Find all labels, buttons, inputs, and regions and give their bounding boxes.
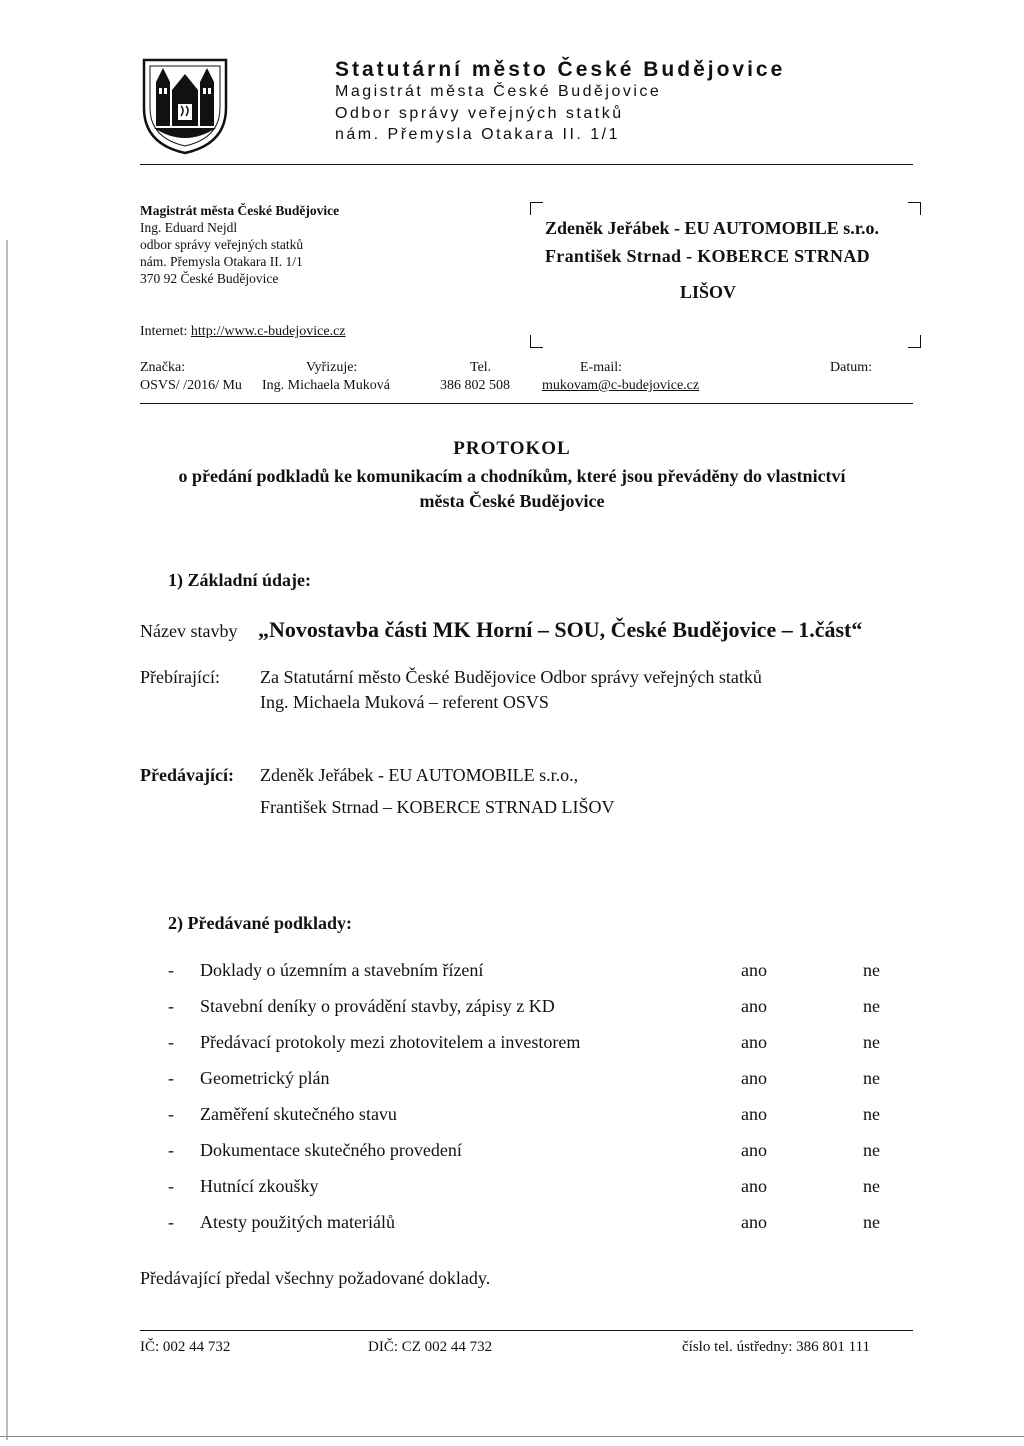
- item-label: Atesty použitých materiálů: [200, 1212, 395, 1232]
- email-label: E-mail:: [580, 360, 622, 375]
- city-crest-logo: [140, 56, 230, 156]
- list-item: [168, 1212, 888, 1236]
- address-corner-bl: [530, 335, 543, 348]
- item-dash: -: [168, 1212, 174, 1232]
- nazev-label: Název stavby: [140, 621, 238, 641]
- footer-phone: číslo tel. ústředny: 386 801 111: [682, 1339, 871, 1355]
- predavajici-label: Předávající:: [140, 765, 234, 785]
- department-name: Odbor správy veřejných statků: [335, 105, 624, 122]
- item-yes: ano: [741, 1140, 767, 1160]
- item-label: Doklady o územním a stavebním řízení: [200, 960, 484, 980]
- list-item: [168, 1068, 888, 1092]
- item-no: ne: [863, 960, 880, 980]
- email-link[interactable]: mukovam@c-budejovice.cz: [542, 378, 700, 393]
- item-no: ne: [863, 1032, 880, 1052]
- item-label: Předávací protokoly mezi zhotovitelem a investorem: [200, 1032, 581, 1052]
- list-item: [168, 996, 888, 1020]
- item-yes: ano: [741, 1176, 767, 1196]
- item-yes: ano: [741, 996, 767, 1016]
- sender-line-2: Ing. Eduard Nejdl: [140, 220, 238, 235]
- nazev-value: „Novostavba části MK Horní – SOU, České Budějovice – 1.část“: [258, 617, 863, 642]
- reference-divider: [140, 403, 913, 404]
- prebirajici-line-1: Za Statutární město České Budějovice Odbor správy veřejných statků: [260, 667, 762, 687]
- item-no: ne: [863, 1212, 880, 1232]
- item-no: ne: [863, 996, 880, 1016]
- protocol-subtitle-2: města České Budějovice: [419, 491, 605, 511]
- item-label: Hutnící zkoušky: [200, 1176, 319, 1196]
- item-yes: ano: [741, 1104, 767, 1124]
- sender-line-3: odbor správy veřejných statků: [140, 237, 304, 252]
- item-dash: -: [168, 1104, 174, 1124]
- protocol-title: PROTOKOL: [453, 438, 571, 459]
- scan-edge-line: [6, 240, 8, 1440]
- item-label: Zaměření skutečného stavu: [200, 1104, 397, 1124]
- item-yes: ano: [741, 1068, 767, 1088]
- vyrizuje-value: Ing. Michaela Muková: [262, 378, 390, 393]
- list-item: [168, 1104, 888, 1128]
- internet-label: Internet:: [140, 324, 188, 339]
- sender-line-4: nám. Přemysla Otakara II. 1/1: [140, 254, 303, 269]
- item-no: ne: [863, 1068, 880, 1088]
- list-item: [168, 960, 888, 984]
- item-dash: -: [168, 1068, 174, 1088]
- header-divider: [140, 164, 913, 165]
- predavajici-line-2: František Strnad – KOBERCE STRNAD LIŠOV: [260, 797, 615, 817]
- item-yes: ano: [741, 1212, 767, 1232]
- item-dash: -: [168, 1032, 174, 1052]
- vyrizuje-label: Vyřizuje:: [306, 360, 358, 375]
- address-corner-tr: [908, 202, 921, 215]
- sender-line-5: 370 92 České Budějovice: [140, 271, 279, 286]
- znacka-value: OSVS/ /2016/ Mu: [140, 378, 242, 393]
- office-name: Magistrát města České Budějovice: [335, 83, 662, 100]
- footer-ic: IČ: 002 44 732: [140, 1339, 231, 1355]
- section-1-heading: 1) Základní údaje:: [168, 570, 312, 590]
- internet-line: [140, 324, 346, 340]
- address-corner-tl: [530, 202, 543, 215]
- recipient-line-3: LIŠOV: [680, 282, 737, 302]
- protocol-subtitle-1: o předání podkladů ke komunikacím a chodníkům, které jsou převáděny do vlastnictví: [178, 466, 846, 486]
- item-dash: -: [168, 1140, 174, 1160]
- znacka-label: Značka:: [140, 360, 186, 375]
- item-label: Stavební deníky o provádění stavby, zápisy z KD: [200, 996, 555, 1016]
- sender-line-1: Magistrát města České Budějovice: [140, 203, 340, 218]
- item-yes: ano: [741, 1032, 767, 1052]
- tel-value: 386 802 508: [440, 378, 510, 393]
- completion-statement: Předávající předal všechny požadované doklady.: [140, 1268, 491, 1288]
- prebirajici-line-2: Ing. Michaela Muková – referent OSVS: [260, 692, 549, 712]
- office-address: nám. Přemysla Otakara II. 1/1: [335, 126, 621, 143]
- item-yes: ano: [741, 960, 767, 980]
- item-no: ne: [863, 1104, 880, 1124]
- list-item: [168, 1176, 888, 1200]
- item-dash: -: [168, 996, 174, 1016]
- footer-divider: [140, 1330, 913, 1331]
- tel-label: Tel.: [470, 360, 492, 375]
- prebirajici-label: Přebírající:: [140, 667, 220, 687]
- address-corner-br: [908, 335, 921, 348]
- recipient-line-2: František Strnad - KOBERCE STRNAD: [545, 246, 870, 266]
- predavajici-line-1: Zdeněk Jeřábek - EU AUTOMOBILE s.r.o.,: [260, 765, 579, 785]
- internet-link[interactable]: http://www.c-budejovice.cz: [190, 324, 346, 339]
- city-name: Statutární město České Budějovice: [335, 58, 786, 81]
- recipient-line-1: Zdeněk Jeřábek - EU AUTOMOBILE s.r.o.: [545, 218, 880, 238]
- item-label: Dokumentace skutečného provedení: [200, 1140, 462, 1160]
- sender-block: [140, 202, 339, 287]
- item-no: ne: [863, 1176, 880, 1196]
- section-2-heading: 2) Předávané podklady:: [168, 913, 353, 933]
- datum-label: Datum:: [830, 360, 872, 375]
- list-item: [168, 1032, 888, 1056]
- list-item: [168, 1140, 888, 1164]
- item-label: Geometrický plán: [200, 1068, 330, 1088]
- item-dash: -: [168, 1176, 174, 1196]
- item-no: ne: [863, 1140, 880, 1160]
- footer-dic: DIČ: CZ 002 44 732: [368, 1339, 493, 1355]
- scan-bottom-line: [0, 1436, 1024, 1437]
- item-dash: -: [168, 960, 174, 980]
